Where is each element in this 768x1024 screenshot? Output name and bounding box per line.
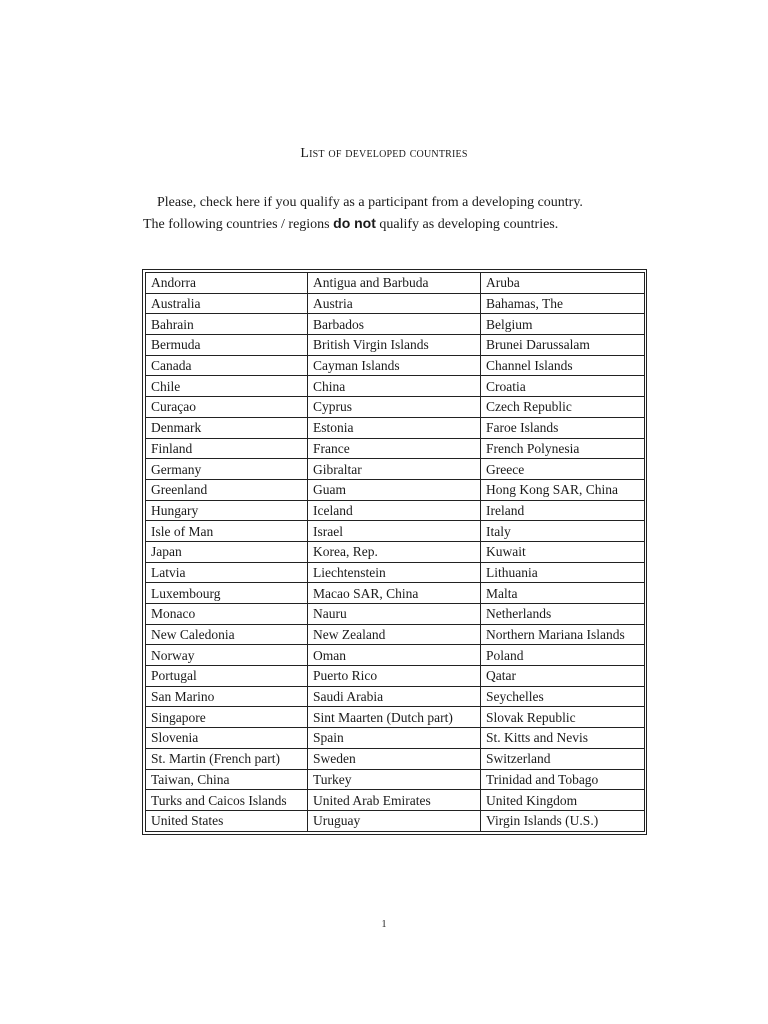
country-cell: Gibraltar: [308, 459, 481, 480]
country-cell: Taiwan, China: [146, 769, 308, 790]
country-cell: St. Kitts and Nevis: [481, 728, 645, 749]
country-cell: Belgium: [481, 314, 645, 335]
country-cell: New Zealand: [308, 624, 481, 645]
country-cell: Canada: [146, 355, 308, 376]
country-cell: Monaco: [146, 604, 308, 625]
country-cell: Puerto Rico: [308, 666, 481, 687]
country-cell: Malta: [481, 583, 645, 604]
intro-line-2: [143, 213, 633, 235]
country-cell: Liechtenstein: [308, 562, 481, 583]
country-cell: Sint Maarten (Dutch part): [308, 707, 481, 728]
country-cell: Slovenia: [146, 728, 308, 749]
country-cell: Austria: [308, 293, 481, 314]
table-row: [146, 624, 645, 645]
table-row: [146, 666, 645, 687]
table-row: [146, 810, 645, 831]
table-row: [146, 479, 645, 500]
country-cell: Australia: [146, 293, 308, 314]
country-cell: Bermuda: [146, 335, 308, 356]
country-cell: Luxembourg: [146, 583, 308, 604]
table-row: [146, 335, 645, 356]
country-cell: Korea, Rep.: [308, 541, 481, 562]
page-title: List of developed countries: [300, 146, 468, 161]
intro-line-2-end: qualify as developing countries.: [375, 217, 559, 232]
intro-paragraph: [143, 192, 633, 235]
country-cell: Turks and Caicos Islands: [146, 790, 308, 811]
country-cell: Aruba: [481, 273, 645, 294]
country-cell: Denmark: [146, 417, 308, 438]
country-cell: Latvia: [146, 562, 308, 583]
country-cell: Poland: [481, 645, 645, 666]
country-cell: Lithuania: [481, 562, 645, 583]
country-cell: Greece: [481, 459, 645, 480]
country-cell: China: [308, 376, 481, 397]
table-row: [146, 521, 645, 542]
table-row: [146, 748, 645, 769]
country-cell: Qatar: [481, 666, 645, 687]
country-cell: Oman: [308, 645, 481, 666]
table-row: [146, 459, 645, 480]
table-row: [146, 293, 645, 314]
country-cell: Spain: [308, 728, 481, 749]
table-row: [146, 562, 645, 583]
country-cell: France: [308, 438, 481, 459]
table-row: [146, 604, 645, 625]
table-row: [146, 790, 645, 811]
country-cell: Bahamas, The: [481, 293, 645, 314]
country-cell: United Arab Emirates: [308, 790, 481, 811]
country-cell: Hong Kong SAR, China: [481, 479, 645, 500]
country-cell: Croatia: [481, 376, 645, 397]
table-row: [146, 707, 645, 728]
country-cell: Northern Mariana Islands: [481, 624, 645, 645]
intro-line-1: Please, check here if you qualify as a participant from a developing country.: [157, 195, 583, 210]
intro-line-2-start: The following countries / regions: [143, 217, 334, 232]
country-cell: Brunei Darussalam: [481, 335, 645, 356]
country-cell: Ireland: [481, 500, 645, 521]
country-cell: Seychelles: [481, 686, 645, 707]
table-row: [146, 541, 645, 562]
country-cell: San Marino: [146, 686, 308, 707]
country-cell: Germany: [146, 459, 308, 480]
table-row: [146, 397, 645, 418]
countries-table-body: [146, 273, 645, 832]
table-row: [146, 273, 645, 294]
country-cell: Singapore: [146, 707, 308, 728]
country-cell: Portugal: [146, 666, 308, 687]
table-row: [146, 583, 645, 604]
table-row: [146, 500, 645, 521]
country-cell: Greenland: [146, 479, 308, 500]
country-cell: Channel Islands: [481, 355, 645, 376]
country-cell: Iceland: [308, 500, 481, 521]
country-cell: Hungary: [146, 500, 308, 521]
country-cell: Slovak Republic: [481, 707, 645, 728]
country-cell: Bahrain: [146, 314, 308, 335]
country-cell: Cyprus: [308, 397, 481, 418]
countries-table-frame: [142, 269, 647, 835]
country-cell: Norway: [146, 645, 308, 666]
table-row: [146, 314, 645, 335]
country-cell: Andorra: [146, 273, 308, 294]
country-cell: Guam: [308, 479, 481, 500]
country-cell: Israel: [308, 521, 481, 542]
table-row: [146, 417, 645, 438]
country-cell: Saudi Arabia: [308, 686, 481, 707]
table-row: [146, 376, 645, 397]
table-row: [146, 438, 645, 459]
country-cell: Switzerland: [481, 748, 645, 769]
country-cell: United Kingdom: [481, 790, 645, 811]
country-cell: Czech Republic: [481, 397, 645, 418]
table-row: [146, 686, 645, 707]
countries-table: [145, 272, 645, 832]
table-row: [146, 645, 645, 666]
country-cell: Italy: [481, 521, 645, 542]
country-cell: New Caledonia: [146, 624, 308, 645]
table-row: [146, 728, 645, 749]
country-cell: Macao SAR, China: [308, 583, 481, 604]
country-cell: Curaçao: [146, 397, 308, 418]
country-cell: Nauru: [308, 604, 481, 625]
country-cell: Uruguay: [308, 810, 481, 831]
intro-emphasis: do not: [333, 215, 376, 231]
country-cell: United States: [146, 810, 308, 831]
country-cell: Chile: [146, 376, 308, 397]
country-cell: Virgin Islands (U.S.): [481, 810, 645, 831]
table-row: [146, 769, 645, 790]
country-cell: British Virgin Islands: [308, 335, 481, 356]
table-row: [146, 355, 645, 376]
country-cell: Netherlands: [481, 604, 645, 625]
country-cell: Antigua and Barbuda: [308, 273, 481, 294]
country-cell: Kuwait: [481, 541, 645, 562]
country-cell: Cayman Islands: [308, 355, 481, 376]
country-cell: Faroe Islands: [481, 417, 645, 438]
country-cell: Japan: [146, 541, 308, 562]
country-cell: Estonia: [308, 417, 481, 438]
country-cell: Trinidad and Tobago: [481, 769, 645, 790]
page-number: 1: [381, 919, 387, 930]
country-cell: St. Martin (French part): [146, 748, 308, 769]
country-cell: Finland: [146, 438, 308, 459]
country-cell: Turkey: [308, 769, 481, 790]
country-cell: Barbados: [308, 314, 481, 335]
country-cell: Sweden: [308, 748, 481, 769]
country-cell: French Polynesia: [481, 438, 645, 459]
country-cell: Isle of Man: [146, 521, 308, 542]
